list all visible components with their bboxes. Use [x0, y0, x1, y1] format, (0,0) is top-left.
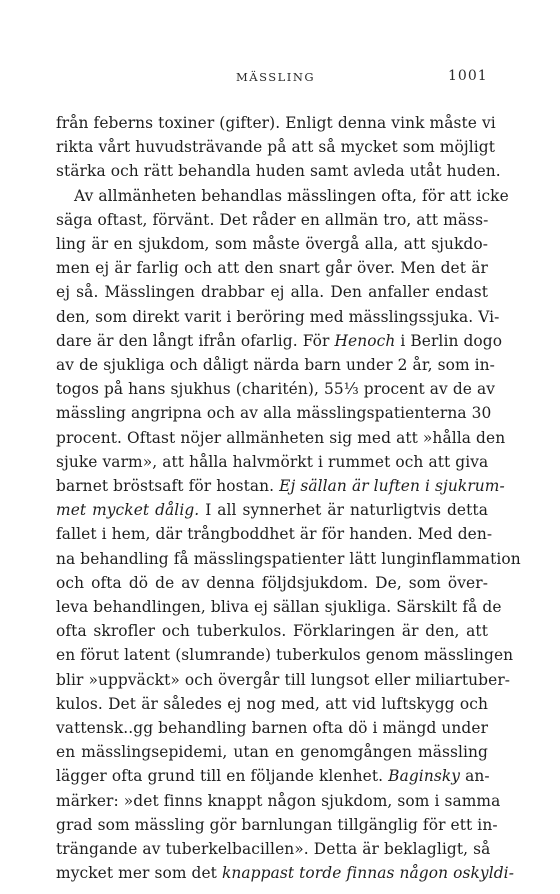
text-line [56, 740, 488, 764]
text-line [56, 184, 509, 208]
italic-text: met mycket dålig. [56, 501, 200, 520]
text-run: blir »uppväckt» och övergår till lungsot eller miliartuber- [56, 670, 511, 689]
text-line [56, 547, 521, 571]
text-run: Av allmänheten behandlas mässlingen ofta, för att icke [74, 186, 509, 205]
text-run: fallet i hem, där trångboddhet är för handen. Med den- [56, 525, 493, 544]
text-run: ling är en sjukdom, som måste övergå alla, att sjukdo- [56, 235, 488, 254]
text-run: togos på hans sjukhus (charitén), 55⅓ procent av de av [56, 380, 496, 399]
text-run: I all synnerhet är naturligtvis detta [199, 501, 488, 520]
italic-text: knappast torde finnas någon oskyldi- [221, 864, 515, 883]
text-line [56, 377, 496, 401]
text-run: lägger ofta grund till en följande klenhet. [56, 767, 389, 786]
text-line [56, 401, 492, 425]
text-line [56, 595, 502, 619]
text-line [56, 498, 488, 522]
italic-text: Baginsky [388, 767, 461, 786]
text-run: en mässlingsepidemi, utan en genomgången mässling [56, 743, 488, 762]
running-head [0, 70, 560, 90]
text-run: och ofta dö de av denna följdsjukdom. De, som över- [56, 573, 488, 592]
text-line [56, 208, 488, 232]
text-line [56, 159, 501, 183]
text-run: kulos. Det är således ej nog med, att vid luftskygg och [56, 694, 488, 713]
italic-text: Ej sällan är luften i sjukrum- [279, 477, 505, 496]
text-line [56, 764, 488, 788]
text-line [56, 474, 505, 498]
paragraph [56, 111, 501, 184]
italic-text: Henoch [334, 331, 396, 350]
text-run: från feberns toxiner (gifter). Enligt denna vink måste vi [56, 114, 496, 132]
text-run: en förut latent (slumrande) tuberkulos genom mässlingen [56, 646, 514, 665]
text-line [56, 135, 496, 159]
text-line [56, 305, 500, 329]
text-run: ej så. Mässlingen drabbar ej alla. Den anfaller endast [56, 283, 488, 302]
text-line [56, 329, 503, 353]
text-line [56, 571, 488, 595]
text-run: an- [460, 767, 490, 786]
text-run: den, som direkt varit i beröring med mässlingssjuka. Vi- [56, 307, 500, 326]
text-run: grad som mässling gör barnlungan tillgänglig för ett in- [56, 815, 498, 834]
text-run: ofta skrofler och tuberkulos. Förklaringen är den, att [56, 622, 488, 641]
text-line [56, 522, 493, 546]
text-run: leva behandlingen, bliva ej sällan sjukliga. Särskilt få de [56, 598, 502, 617]
text-line [56, 668, 511, 692]
body-text [56, 111, 521, 886]
text-line [56, 716, 488, 740]
text-run: sjuke varm», att hålla halvmörkt i rummet och att giva [56, 452, 489, 471]
text-run: procent. Oftast nöjer allmänheten sig med att »hålla den [56, 428, 506, 447]
text-line [56, 450, 488, 474]
text-line [56, 232, 488, 256]
text-run: stärka och rätt behandla huden samt avleda utåt huden. [56, 162, 501, 181]
text-run: dare är den långt ifrån ofarlig. För [56, 331, 335, 350]
text-run: i Berlin dogo [395, 331, 503, 350]
text-line [56, 692, 488, 716]
text-run: mycket mer som det [56, 864, 222, 883]
text-run: rikta vårt huvudsträvande på att så mycket som möjligt [56, 138, 496, 157]
text-run: märker: »det finns knappt någon sjukdom, som i samma [56, 791, 501, 810]
text-line [56, 619, 488, 643]
text-run: men ej är farlig och att den snart går över. Men det är [56, 259, 488, 278]
text-line [56, 837, 491, 861]
text-line [56, 353, 495, 377]
text-run: barnet bröstsaft för hostan. [56, 477, 280, 496]
text-run: av de sjukliga och dåligt närda barn under 2 år, som in- [56, 356, 495, 375]
text-line [56, 789, 501, 813]
text-run: vattensk..gg behandling barnen ofta dö i mängd under [56, 719, 489, 738]
paragraph [56, 184, 521, 886]
text-line [56, 643, 514, 667]
text-run: mässling angripna och av alla mässlingspatienterna 30 [56, 404, 492, 423]
text-line [56, 111, 496, 135]
text-line [56, 813, 498, 837]
text-run: trängande av tuberkelbacillen». Detta är beklagligt, så [56, 840, 491, 859]
text-line [56, 426, 506, 450]
text-line [56, 861, 515, 885]
text-run: na behandling få mässlingspatienter lätt lunginflammation [56, 549, 521, 568]
text-run: säga oftast, förvänt. Det råder en allmän tro, att mäss- [56, 210, 489, 229]
running-head-title: MÄSSLING [236, 70, 316, 84]
text-line [56, 256, 488, 280]
page-number: 1001 [448, 68, 488, 84]
text-line [56, 280, 488, 304]
